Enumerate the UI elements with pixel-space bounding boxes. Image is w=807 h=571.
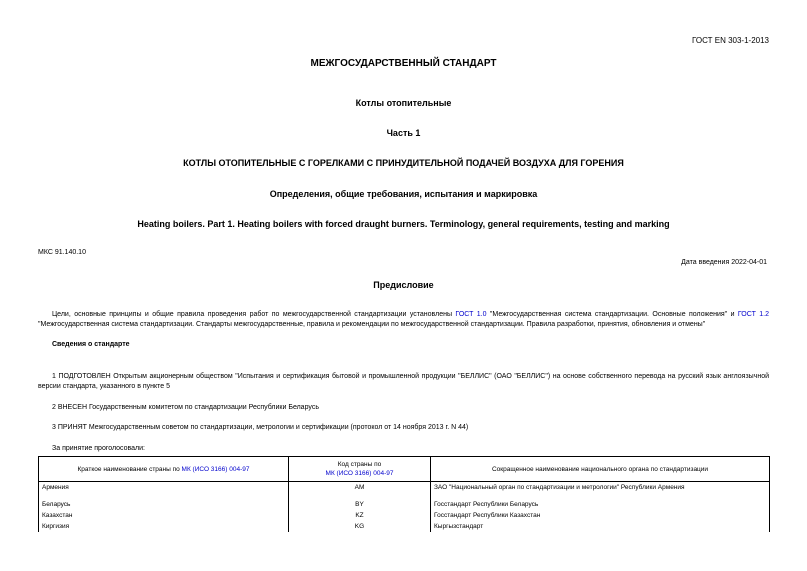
standard-type-heading: МЕЖГОСУДАРСТВЕННЫЙ СТАНДАРТ xyxy=(310,58,497,69)
title-en: Heating boilers. Part 1. Heating boilers with forced draught burners. Terminology, general requirements, testing and marking xyxy=(137,219,670,229)
preface-text-c: "Межгосударственная система стандартизации. Стандарты межгосударственные, правила и рекомендации по межгосударственной стандартизации. Правила разработки, принятия, обновления и отмены" xyxy=(38,321,706,328)
preface-text-a: Цели, основные принципы и общие правила проведения работ по межгосударственной стандартизации установлены xyxy=(52,311,456,318)
item-prepared: 1 ПОДГОТОВЛЕН Открытым акционерным обществом "Испытания и сертификация бытовой и промышленной продукции "БЕЛЛИС" (ОАО "БЕЛЛИС") на основе собственного перевода на русский язык англоязычной версии стандарта, указанного в пункте 5 xyxy=(38,373,769,390)
country-cell: Казахстан xyxy=(39,510,289,521)
org-cell: Госстандарт Республики Беларусь xyxy=(431,499,770,510)
header-code-text: Код страны по xyxy=(337,461,382,468)
standard-info-heading: Сведения о стандарте xyxy=(52,341,130,348)
header-org: Сокращенное наименование национального органа по стандартизации xyxy=(431,457,770,482)
title-ru: Котлы отопительные xyxy=(355,98,452,108)
org-cell: Госстандарт Республики Казахстан xyxy=(431,510,770,521)
voted-label: За принятие проголосовали: xyxy=(52,445,145,452)
code-cell: BY xyxy=(289,499,431,510)
code-cell: KG xyxy=(289,521,431,532)
document-code: ГОСТ EN 303-1-2013 xyxy=(692,36,769,45)
gost-1-2-link[interactable]: ГОСТ 1.2 xyxy=(737,311,769,318)
part-heading: Часть 1 xyxy=(386,128,421,138)
table-row xyxy=(39,482,770,494)
gost-1-0-link[interactable]: ГОСТ 1.0 xyxy=(455,311,487,318)
intro-date: Дата введения 2022-04-01 xyxy=(681,259,767,266)
mks-code: МКС 91.140.10 xyxy=(38,249,86,256)
scope-ru: Определения, общие требования, испытания и маркировка xyxy=(269,189,538,199)
voting-table xyxy=(38,456,770,532)
mk-iso-link[interactable]: МК (ИСО 3166) 004-97 xyxy=(325,470,394,477)
country-cell: Армения xyxy=(39,482,289,494)
preface-paragraph xyxy=(38,310,769,330)
org-cell: ЗАО "Национальный орган по стандартизации и метрологии" Республики Армения xyxy=(431,482,770,494)
header-country xyxy=(39,457,289,482)
preface-title: Предисловие xyxy=(373,280,434,290)
item-adopted: 3 ПРИНЯТ Межгосударственным советом по стандартизации, метрологии и сертификации (протокол от 14 ноября 2013 г. N 44) xyxy=(52,424,469,431)
subtitle-ru: КОТЛЫ ОТОПИТЕЛЬНЫЕ С ГОРЕЛКАМИ С ПРИНУДИТЕЛЬНОЙ ПОДАЧЕЙ ВОЗДУХА ДЛЯ ГОРЕНИЯ xyxy=(183,158,624,168)
table-header-row xyxy=(39,457,770,482)
country-cell: Киргизия xyxy=(39,521,289,532)
mk-iso-link[interactable]: МК (ИСО 3166) 004-97 xyxy=(181,465,250,473)
item-submitted: 2 ВНЕСЕН Государственным комитетом по стандартизации Республики Беларусь xyxy=(52,404,319,411)
table-row xyxy=(39,521,770,532)
country-cell: Беларусь xyxy=(39,499,289,510)
header-country-text: Краткое наименование страны по xyxy=(77,465,182,473)
table-row xyxy=(39,510,770,521)
table-row xyxy=(39,499,770,510)
preface-text-b: "Межгосударственная система стандартизации. Основные положения" и xyxy=(486,311,738,318)
code-cell: AM xyxy=(289,482,431,494)
org-cell: Кыргызстандарт xyxy=(431,521,770,532)
code-cell: KZ xyxy=(289,510,431,521)
header-code xyxy=(289,457,431,482)
